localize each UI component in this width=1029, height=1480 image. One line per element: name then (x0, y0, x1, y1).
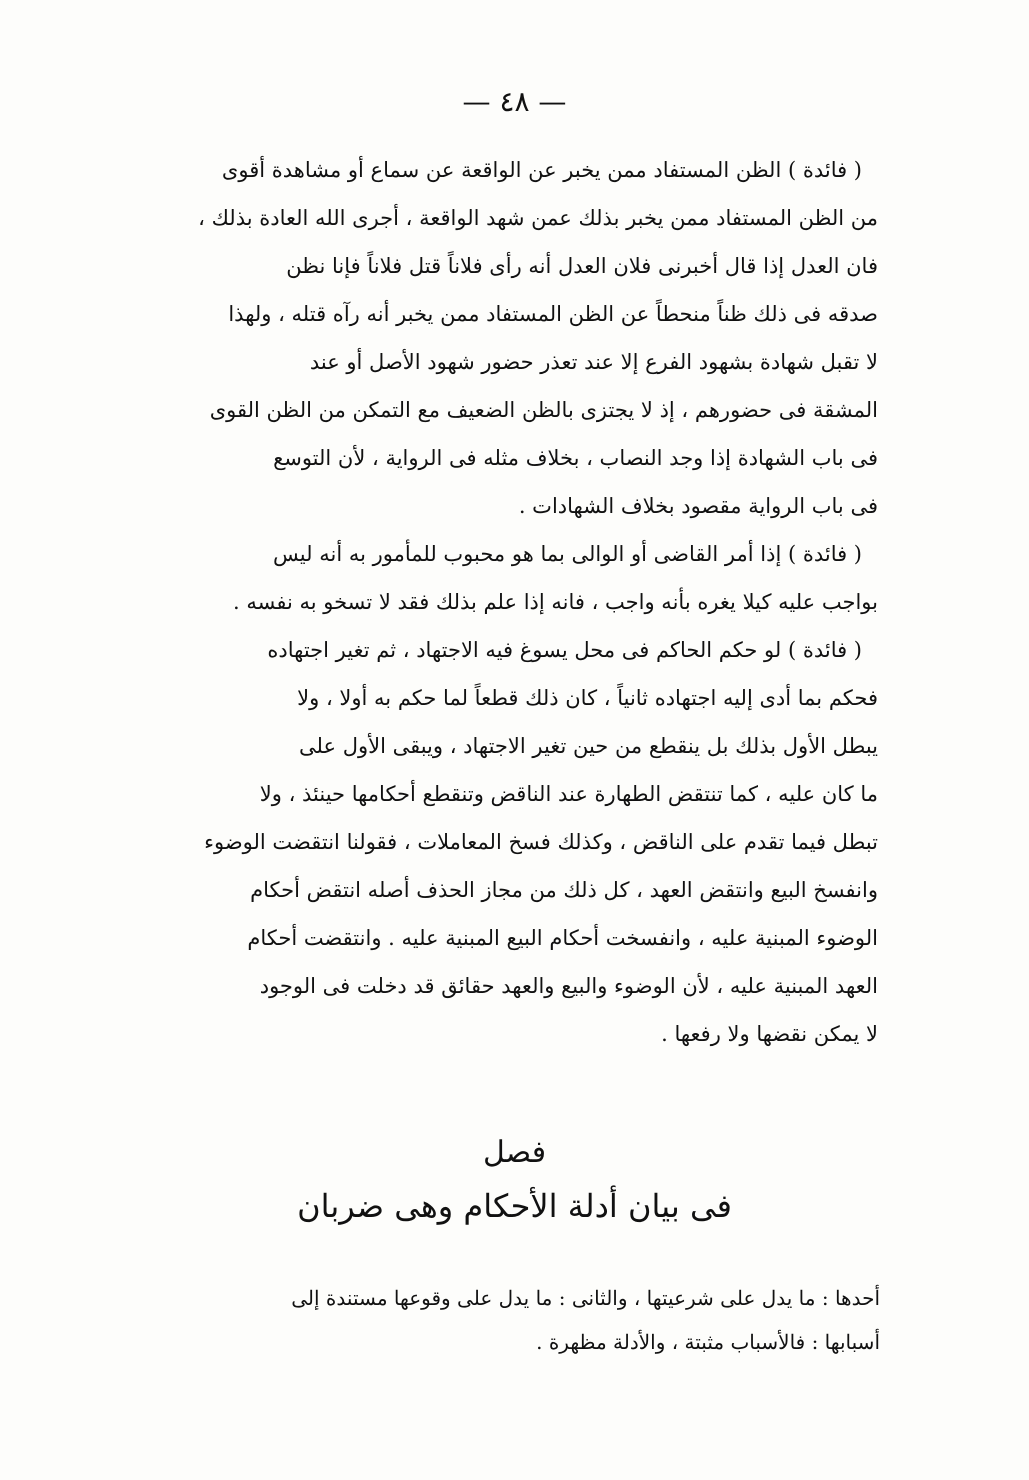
section-title: فى بيان أدلة الأحكام وهى ضربان (297, 1187, 732, 1225)
paragraph-2-line-1: ( فائدة ) إذا أمر القاضى أو الوالى بما هو محبوب للمأمور به أنه ليس (273, 542, 862, 566)
section-label: فصل (482, 1135, 547, 1170)
closing-line-1: أحدها : ما يدل على شرعيتها ، والثانى : ما يدل على وقوعها مستندة إلى (291, 1286, 880, 1310)
paragraph-3-line-2: فحكم بما أدى إليه اجتهاده ثانياً ، كان ذلك قطعاً لما حكم به أولا ، ولا (297, 686, 878, 710)
paragraph-1-line-3: فان العدل إذا قال أخبرنى فلان العدل أنه رأى فلاناً قتل فلاناً فإنا نظن (286, 254, 878, 278)
paragraph-3-line-5: تبطل فيما تقدم على الناقض ، وكذلك فسخ المعاملات ، فقولنا انتقضت الوضوء (204, 830, 878, 854)
paragraph-3-line-6: وانفسخ البيع وانتقض العهد ، كل ذلك من مجاز الحذف أصله انتقض أحكام (250, 878, 878, 902)
paragraph-1-line-7: فى باب الشهادة إذا وجد النصاب ، بخلاف مثله فى الرواية ، لأن التوسع (273, 446, 878, 470)
page-number: — ٤٨ — (462, 85, 567, 118)
paragraph-2-line-2: بواجب عليه كيلا يغره بأنه واجب ، فانه إذا علم بذلك فقد لا تسخو به نفسه . (232, 590, 878, 614)
paragraph-1-line-8: فى باب الرواية مقصود بخلاف الشهادات . (518, 494, 878, 518)
section-heading (0, 1128, 1029, 1234)
paragraph-1-line-5: لا تقبل شهادة بشهود الفرع إلا عند تعذر حضور شهود الأصل أو عند (309, 350, 878, 374)
paragraph-3-line-1: ( فائدة ) لو حكم الحاكم فى محل يسوغ فيه الاجتهاد ، ثم تغير اجتهاده (267, 638, 862, 662)
main-text (160, 146, 878, 1058)
paragraph-3-line-8: العهد المبنية عليه ، لأن الوضوء والبيع والعهد حقائق قد دخلت فى الوجود (259, 974, 878, 998)
paragraph-3-line-7: الوضوء المبنية عليه ، وانفسخت أحكام البيع المبنية عليه . وانتقضت أحكام (247, 926, 878, 950)
paragraph-3-line-9: لا يمكن نقضها ولا رفعها . (661, 1022, 878, 1046)
closing-line-2: أسبابها : فالأسباب مثبتة ، والأدلة مظهرة . (536, 1330, 880, 1354)
paragraph-3-line-4: ما كان عليه ، كما تنتقض الطهارة عند الناقض وتنقطع أحكامها حينئذ ، ولا (259, 782, 878, 806)
paragraph-3-line-3: يبطل الأول بذلك بل ينقطع من حين تغير الاجتهاد ، ويبقى الأول على (299, 734, 878, 758)
paragraph-1-line-2: من الظن المستفاد ممن يخبر بذلك عمن شهد الواقعة ، أجرى الله العادة بذلك ، (198, 206, 878, 230)
closing-text (160, 1276, 880, 1364)
paragraph-1-line-6: المشقة فى حضورهم ، إذ لا يجتزى بالظن الضعيف مع التمكن من الظن القوى (209, 398, 878, 422)
paragraph-1-line-4: صدقه فى ذلك ظناً منحطاً عن الظن المستفاد ممن يخبر أنه رآه قتله ، ولهذا (228, 302, 878, 326)
paragraph-1-line-1: ( فائدة ) الظن المستفاد ممن يخبر عن الواقعة عن سماع أو مشاهدة أقوى (221, 158, 862, 182)
